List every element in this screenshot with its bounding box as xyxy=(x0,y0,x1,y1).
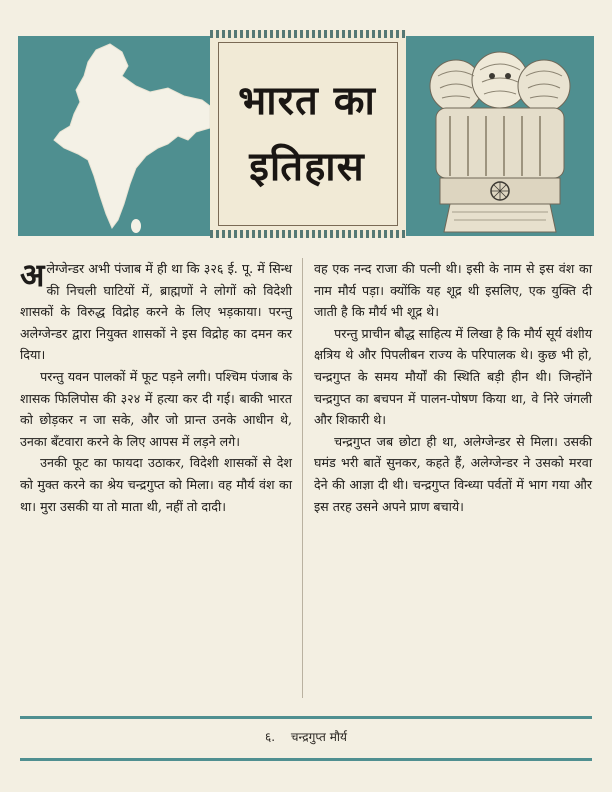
title-panel xyxy=(210,30,406,238)
title-line-1: भारत का xyxy=(238,77,376,124)
india-map-illustration xyxy=(18,36,210,236)
footer-rule-top xyxy=(20,716,592,719)
lion-capital-emblem xyxy=(406,36,594,236)
emblem-panel xyxy=(406,36,594,236)
column-divider xyxy=(302,258,303,698)
paragraph xyxy=(20,258,292,366)
paragraph: चन्द्रगुप्त जब छोटा ही था, अलेग्जेन्डर से मिला। उसकी घमंड भरी बातें सुनकर, कहते हैं, अलेग्जेन्डर ने उसको मरवा देने की आज्ञा दी थी। चन्द्रगुप्त विन्ध्या पर्वतों में भाग गया और इस तरह उसने अपने प्राण बचाये। xyxy=(314,433,592,514)
footer-rule-bottom xyxy=(20,758,592,761)
drop-cap: अ xyxy=(20,256,45,294)
paragraph-text: लेग्जेन्डर अभी पंजाब में ही था कि ३२६ ई. पू. में सिन्ध की निचली घाटियों में, ब्राह्मणों ने लोगों को विदेशी शासकों के विरुद्ध विद्रोह करने के लिए भड़काया। परन्तु अलेग्जेन्डर द्वारा नियुक्त शासकों ने इस विद्रोह का दमन कर दिया। xyxy=(20,261,292,363)
running-title: चन्द्रगुप्त मौर्य xyxy=(290,730,347,744)
decorative-border-bottom xyxy=(210,230,406,238)
paragraph: वह एक नन्द राजा की पत्नी थी। इसी के नाम से इस वंश का नाम मौर्य पड़ा। क्योंकि यह शूद्र थी इसलिए, एक युक्ति दी जाती है कि मौर्य भी शूद्र थे। xyxy=(314,261,592,320)
page-title xyxy=(218,68,396,200)
decorative-border-top xyxy=(210,30,406,38)
title-line-2: इतिहास xyxy=(249,143,365,190)
india-landmass xyxy=(54,44,210,228)
paragraph: परन्तु प्राचीन बौद्ध साहित्य में लिखा है कि मौर्य सूर्य वंशीय क्षत्रिय थे और पिपलीबन राज्य के परिपालक थे। कुछ भी हो, चन्द्रगुप्त के समय मौर्यों की स्थिति बड़ी हीन थी। जिन्होंने चन्द्रगुप्त का बचपन में पालन-पोषण किया था, वे निरे जंगली और शिकारी थे। xyxy=(314,325,592,428)
paragraph: उनकी फूट का फायदा उठाकर, विदेशी शासकों से देश को मुक्त करने का श्रेय चन्द्रगुप्त को मिला। वह मौर्य वंश का था। मुरा उसकी या तो माता थी, नहीं तो दादी। xyxy=(20,455,292,514)
text-column-left xyxy=(20,258,292,708)
page-number: ६. xyxy=(265,730,276,744)
header-banner xyxy=(18,30,594,238)
sri-lanka-shape xyxy=(131,219,141,233)
india-map-panel xyxy=(18,36,210,236)
paragraph: परन्तु यवन पालकों में फूट पड़ने लगी। पश्चिम पंजाब के शासक फिलिपोस की ३२४ में हत्या कर दी गई। बाकी भारत को छोड़कर न जा सके, और जो प्रान्त उनके आधीन थे, उनका बँटवारा करने के लिए आपस में लड़ने लगे। xyxy=(20,368,292,449)
text-column-right xyxy=(314,258,592,708)
page-footer xyxy=(0,728,612,745)
